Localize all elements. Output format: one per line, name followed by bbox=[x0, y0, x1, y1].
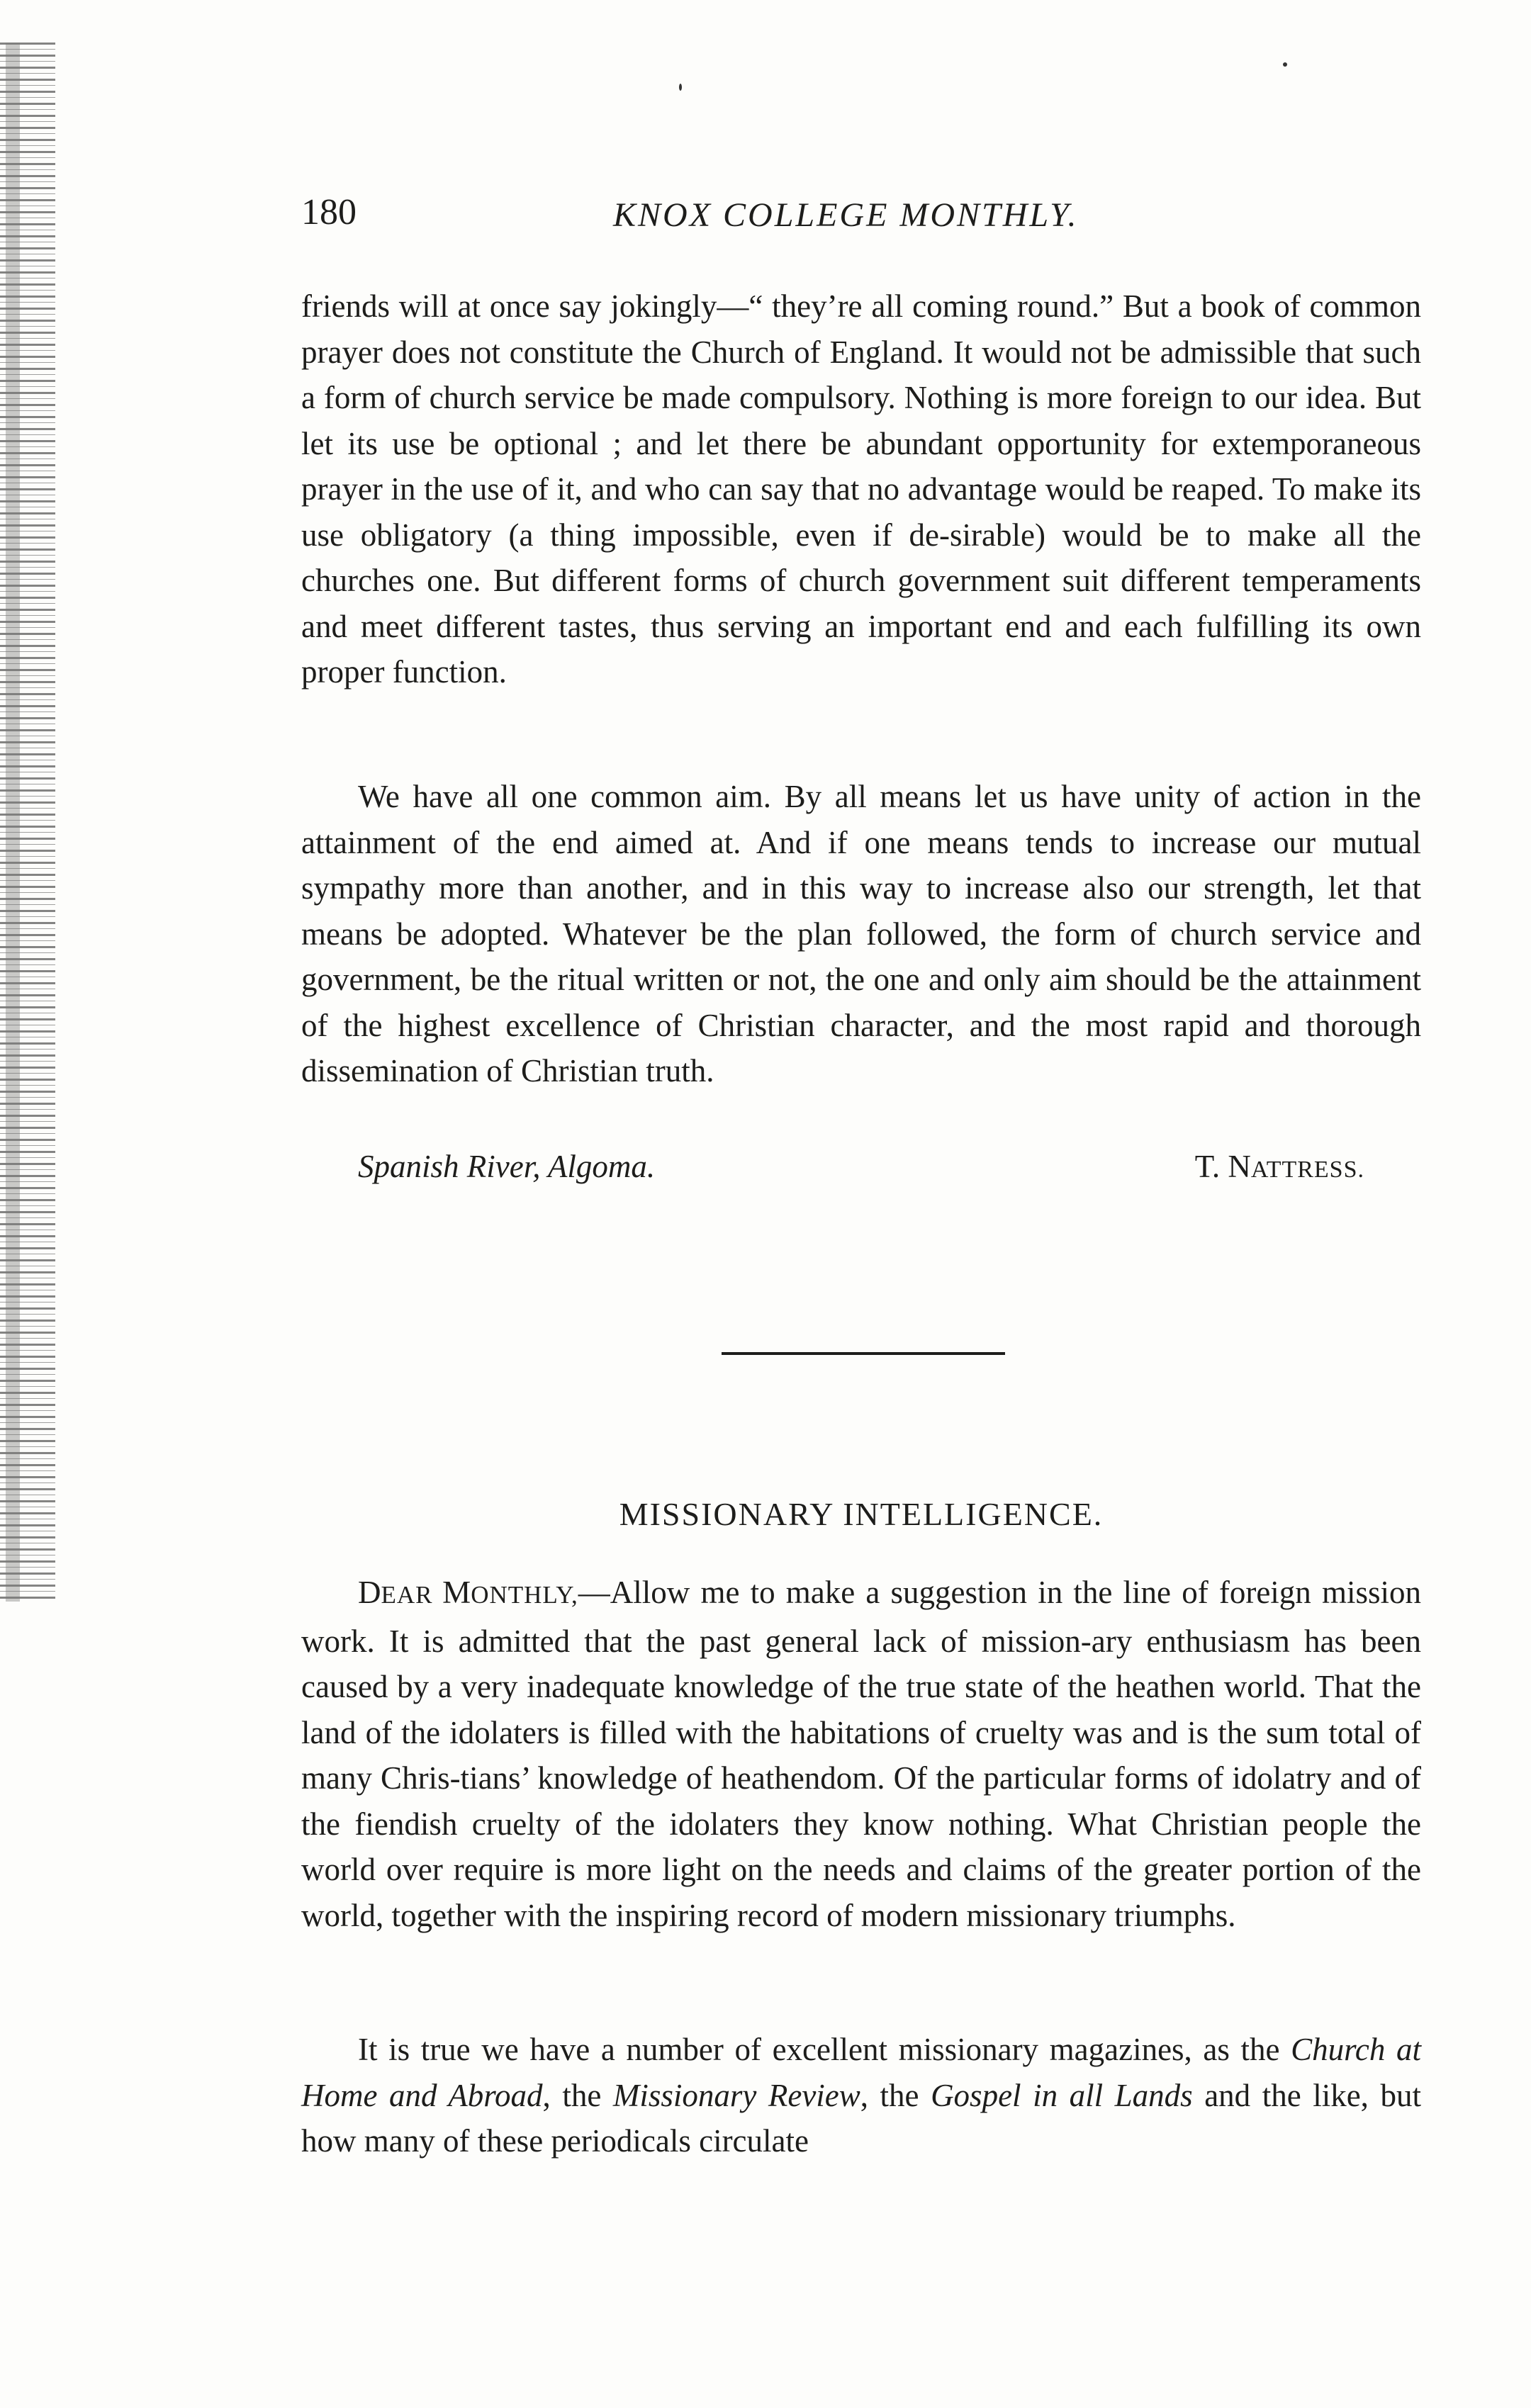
paragraph-3 bbox=[301, 1570, 1421, 1938]
letter-opening bbox=[301, 1570, 1421, 1938]
salutation-sc: EAR bbox=[381, 1581, 443, 1609]
page-number: 180 bbox=[301, 192, 357, 232]
periodical-title-3: Gospel in all Lands bbox=[931, 2077, 1193, 2113]
periodical-title-1: Church at Home and Abroad bbox=[301, 2032, 1421, 2113]
running-head: KNOX COLLEGE MONTHLY. bbox=[613, 196, 1079, 234]
paragraph-2: We have all one common aim. By all means let us have unity of action in the attainment of the end aimed at. And if one means tends to increase our mutual sympathy more than another, and in this way to increase also our strength, let that means be adopted. Whatever be the plan followed, the form of church service and government, be the ritual written or not, the one and only aim should be the attainment of the highest excellence of Christian character, and the most rapid and thorough dissemination of Christian truth. bbox=[301, 779, 1421, 1088]
paragraph-4 bbox=[301, 2027, 1421, 2164]
section-heading: MISSIONARY INTELLIGENCE. bbox=[619, 1496, 1104, 1532]
print-speck bbox=[1283, 62, 1287, 67]
salutation-sc-2: ONTHLY, bbox=[471, 1581, 578, 1609]
binding-edge bbox=[0, 43, 55, 1602]
page-header bbox=[301, 191, 1421, 248]
article-conclusion bbox=[301, 774, 1421, 1094]
signature-place: Spanish River, Algoma. bbox=[358, 1149, 656, 1184]
article-continuation bbox=[301, 283, 1421, 695]
salutation-initial-2: M bbox=[442, 1575, 471, 1610]
author-surname-rest: ATTRESS. bbox=[1250, 1157, 1364, 1183]
article-signature bbox=[358, 1148, 1364, 1185]
signature-author bbox=[1195, 1148, 1364, 1185]
paragraph-3-text: —Allow me to make a suggestion in the line of foreign mission work. It is admitted that the past general lack of mission-ary enthusiasm has been caused by a very inadequate knowledge of the true state of the heathen world. That the land of the idolaters is filled with the habitations of cruelty was and is the sum total of many Chris-tians’ knowledge of heathendom. Of the particular forms of idolatry and of the fiendish cruelty of the idolaters they know nothing. What Christian people the world over require is more light on the needs and claims of the greater portion of the world, together with the inspiring record of modern missionary triumphs. bbox=[301, 1575, 1421, 1933]
author-initial: T. N bbox=[1194, 1149, 1251, 1184]
p4-text-b: , the bbox=[542, 2077, 613, 2113]
salutation-initial: D bbox=[358, 1575, 381, 1610]
letter-continuation bbox=[301, 2027, 1421, 2164]
paragraph-1: friends will at once say jokingly—“ they’re all coming round.” But a book of common prayer does not constitute the Church of England. It would not be admissible that such a form of church service be made compulsory. Nothing is more foreign to our idea. But let its use be optional ; and let there be abundant opportunity for extemporaneous prayer in the use of it, and who can say that no advantage would be reaped. To make its use obligatory (a thing impossible, even if de-sirable) would be to make all the churches one. But different forms of church government suit different temperaments and meet different tastes, thus serving an important end and each fulfilling its own proper function. bbox=[301, 288, 1421, 690]
print-speck bbox=[679, 84, 682, 91]
periodical-title-2: Missionary Review bbox=[612, 2077, 860, 2113]
p4-text-c: , the bbox=[860, 2077, 931, 2113]
p4-text-a: It is true we have a number of excellent missionary magazines, as the bbox=[358, 2032, 1291, 2067]
p4-text-d: and the like, but how many of these periodicals circulate bbox=[301, 2077, 1421, 2159]
section-divider bbox=[722, 1352, 1005, 1355]
